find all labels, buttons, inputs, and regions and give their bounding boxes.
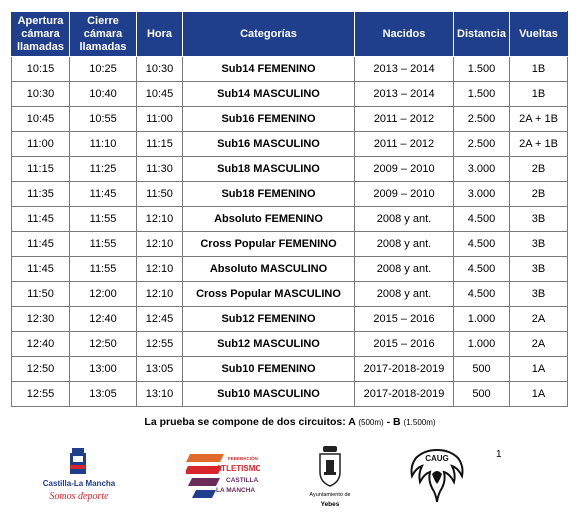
table-row bbox=[12, 357, 568, 382]
table-row bbox=[12, 207, 568, 232]
cell-apertura: 11:35 bbox=[12, 182, 70, 207]
cell-distancia: 1.500 bbox=[454, 82, 510, 107]
cell-cierre: 11:55 bbox=[70, 257, 137, 282]
cell-vueltas: 1B bbox=[510, 57, 568, 82]
cell-nacidos: 2013 – 2014 bbox=[355, 57, 454, 82]
castilla-la-mancha-logo bbox=[24, 444, 134, 506]
note-circuit-b-distance: (1.500m) bbox=[403, 418, 436, 427]
cell-distancia: 4.500 bbox=[454, 232, 510, 257]
cell-nacidos: 2008 y ant. bbox=[355, 282, 454, 307]
la-mancha-text: LA MANCHA bbox=[216, 487, 256, 494]
cell-apertura: 11:45 bbox=[12, 257, 70, 282]
cell-hora: 12:10 bbox=[137, 232, 183, 257]
cell-hora: 11:30 bbox=[137, 157, 183, 182]
cell-cierre: 11:45 bbox=[70, 182, 137, 207]
federacion-atletismo-logo bbox=[186, 450, 260, 500]
cell-nacidos: 2013 – 2014 bbox=[355, 82, 454, 107]
cell-vueltas: 3B bbox=[510, 282, 568, 307]
cell-apertura: 10:45 bbox=[12, 107, 70, 132]
cell-nacidos: 2015 – 2016 bbox=[355, 332, 454, 357]
federation-emblem-icon bbox=[186, 450, 260, 500]
cell-nacidos: 2008 y ant. bbox=[355, 207, 454, 232]
cell-hora: 12:55 bbox=[137, 332, 183, 357]
table-row bbox=[12, 82, 568, 107]
cell-distancia: 3.000 bbox=[454, 182, 510, 207]
cell-cierre: 12:50 bbox=[70, 332, 137, 357]
note-separator: - B bbox=[383, 416, 404, 428]
cell-cierre: 11:55 bbox=[70, 232, 137, 257]
cell-apertura: 11:15 bbox=[12, 157, 70, 182]
cell-hora: 11:15 bbox=[137, 132, 183, 157]
yebes-text: Yebes bbox=[320, 501, 340, 508]
cell-vueltas: 3B bbox=[510, 257, 568, 282]
note-main-text: La prueba se compone de dos circuitos: A bbox=[144, 416, 359, 428]
cell-categoria: Sub10 FEMENINO bbox=[183, 357, 355, 382]
cell-distancia: 4.500 bbox=[454, 282, 510, 307]
cell-categoria: Sub16 MASCULINO bbox=[183, 132, 355, 157]
cell-vueltas: 2B bbox=[510, 182, 568, 207]
cell-nacidos: 2017-2018-2019 bbox=[355, 357, 454, 382]
schedule-table bbox=[11, 11, 568, 407]
castilla-la-mancha-text: Castilla-La Mancha bbox=[42, 479, 116, 488]
cell-apertura: 12:50 bbox=[12, 357, 70, 382]
cell-nacidos: 2017-2018-2019 bbox=[355, 382, 454, 407]
cell-nacidos: 2011 – 2012 bbox=[355, 107, 454, 132]
cell-apertura: 11:45 bbox=[12, 232, 70, 257]
cell-nacidos: 2009 – 2010 bbox=[355, 182, 454, 207]
cell-distancia: 500 bbox=[454, 357, 510, 382]
table-row bbox=[12, 382, 568, 407]
table-row bbox=[12, 232, 568, 257]
cell-categoria: Sub18 MASCULINO bbox=[183, 157, 355, 182]
cell-cierre: 10:25 bbox=[70, 57, 137, 82]
cell-apertura: 11:45 bbox=[12, 207, 70, 232]
cell-cierre: 12:40 bbox=[70, 307, 137, 332]
note-circuit-a-distance: (500m) bbox=[358, 418, 384, 427]
cell-vueltas: 2B bbox=[510, 157, 568, 182]
cell-nacidos: 2008 y ant. bbox=[355, 257, 454, 282]
cell-hora: 10:30 bbox=[137, 57, 183, 82]
table-row bbox=[12, 107, 568, 132]
table-header-row bbox=[12, 12, 568, 57]
cell-hora: 13:05 bbox=[137, 357, 183, 382]
cell-vueltas: 2A + 1B bbox=[510, 132, 568, 157]
cell-cierre: 11:55 bbox=[70, 207, 137, 232]
cell-categoria: Absoluto MASCULINO bbox=[183, 257, 355, 282]
header-nacidos: Nacidos bbox=[355, 12, 454, 57]
page-number: 1 bbox=[496, 449, 502, 460]
cell-distancia: 2.500 bbox=[454, 132, 510, 157]
cell-nacidos: 2008 y ant. bbox=[355, 232, 454, 257]
cell-vueltas: 1A bbox=[510, 382, 568, 407]
somos-deporte-text: Somos deporte bbox=[49, 491, 109, 502]
cell-categoria: Cross Popular MASCULINO bbox=[183, 282, 355, 307]
cell-hora: 12:45 bbox=[137, 307, 183, 332]
cell-cierre: 10:40 bbox=[70, 82, 137, 107]
header-cierre: Cierre cámara llamadas bbox=[70, 12, 137, 57]
cell-cierre: 12:00 bbox=[70, 282, 137, 307]
caug-logo bbox=[402, 444, 472, 508]
cell-vueltas: 2A bbox=[510, 332, 568, 357]
header-categorias: Categorías bbox=[183, 12, 355, 57]
cell-hora: 10:45 bbox=[137, 82, 183, 107]
cell-vueltas: 1A bbox=[510, 357, 568, 382]
table-row bbox=[12, 257, 568, 282]
cell-vueltas: 3B bbox=[510, 207, 568, 232]
cell-cierre: 13:05 bbox=[70, 382, 137, 407]
table-row bbox=[12, 307, 568, 332]
cell-distancia: 1.500 bbox=[454, 57, 510, 82]
cell-vueltas: 3B bbox=[510, 232, 568, 257]
regional-crest-icon bbox=[24, 444, 134, 506]
cell-categoria: Sub12 FEMENINO bbox=[183, 307, 355, 332]
municipal-shield-icon bbox=[300, 444, 360, 510]
cell-distancia: 2.500 bbox=[454, 107, 510, 132]
cell-hora: 12:10 bbox=[137, 257, 183, 282]
cell-cierre: 11:10 bbox=[70, 132, 137, 157]
cell-vueltas: 1B bbox=[510, 82, 568, 107]
cell-distancia: 4.500 bbox=[454, 257, 510, 282]
cell-hora: 12:10 bbox=[137, 282, 183, 307]
circuits-note bbox=[0, 416, 580, 428]
cell-nacidos: 2009 – 2010 bbox=[355, 157, 454, 182]
cell-distancia: 1.000 bbox=[454, 307, 510, 332]
header-vueltas: Vueltas bbox=[510, 12, 568, 57]
federacion-text: FEDERACIÓN bbox=[228, 456, 258, 461]
cell-apertura: 10:15 bbox=[12, 57, 70, 82]
cell-hora: 11:00 bbox=[137, 107, 183, 132]
cell-categoria: Sub16 FEMENINO bbox=[183, 107, 355, 132]
cell-cierre: 11:25 bbox=[70, 157, 137, 182]
cell-categoria: Sub12 MASCULINO bbox=[183, 332, 355, 357]
ayuntamiento-yebes-logo bbox=[300, 444, 360, 510]
cell-distancia: 1.000 bbox=[454, 332, 510, 357]
cell-apertura: 12:30 bbox=[12, 307, 70, 332]
cell-nacidos: 2015 – 2016 bbox=[355, 307, 454, 332]
table-row bbox=[12, 182, 568, 207]
cell-categoria: Cross Popular FEMENINO bbox=[183, 232, 355, 257]
caug-text: CAUG bbox=[425, 454, 449, 463]
cell-vueltas: 2A + 1B bbox=[510, 107, 568, 132]
cell-nacidos: 2011 – 2012 bbox=[355, 132, 454, 157]
cell-apertura: 11:00 bbox=[12, 132, 70, 157]
cell-categoria: Sub18 FEMENINO bbox=[183, 182, 355, 207]
table-row bbox=[12, 332, 568, 357]
cell-categoria: Sub14 FEMENINO bbox=[183, 57, 355, 82]
cell-distancia: 4.500 bbox=[454, 207, 510, 232]
cell-apertura: 10:30 bbox=[12, 82, 70, 107]
header-hora: Hora bbox=[137, 12, 183, 57]
table-row bbox=[12, 132, 568, 157]
eagle-icon bbox=[402, 444, 472, 508]
cell-hora: 12:10 bbox=[137, 207, 183, 232]
atletismo-text: ATLETISMO bbox=[216, 464, 260, 473]
cell-categoria: Absoluto FEMENINO bbox=[183, 207, 355, 232]
cell-categoria: Sub14 MASCULINO bbox=[183, 82, 355, 107]
cell-distancia: 500 bbox=[454, 382, 510, 407]
cell-distancia: 3.000 bbox=[454, 157, 510, 182]
table-row bbox=[12, 282, 568, 307]
cell-hora: 13:10 bbox=[137, 382, 183, 407]
header-distancia: Distancia bbox=[454, 12, 510, 57]
castilla-text: CASTILLA bbox=[226, 477, 259, 484]
cell-categoria: Sub10 MASCULINO bbox=[183, 382, 355, 407]
cell-cierre: 13:00 bbox=[70, 357, 137, 382]
cell-cierre: 10:55 bbox=[70, 107, 137, 132]
header-apertura: Apertura cámara llamadas bbox=[12, 12, 70, 57]
cell-hora: 11:50 bbox=[137, 182, 183, 207]
table-row bbox=[12, 57, 568, 82]
table-row bbox=[12, 157, 568, 182]
cell-apertura: 11:50 bbox=[12, 282, 70, 307]
ayuntamiento-text: Ayuntamiento de bbox=[309, 492, 351, 498]
cell-vueltas: 2A bbox=[510, 307, 568, 332]
cell-apertura: 12:40 bbox=[12, 332, 70, 357]
cell-apertura: 12:55 bbox=[12, 382, 70, 407]
